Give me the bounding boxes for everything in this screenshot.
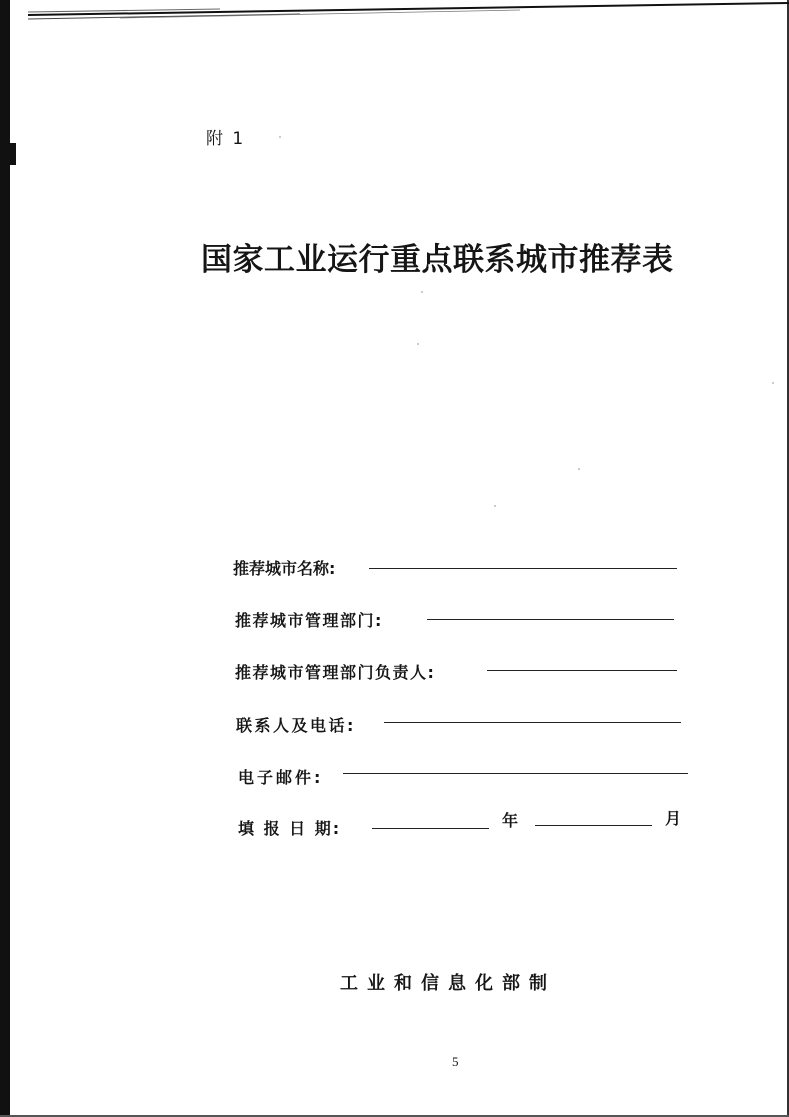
field-label: 推荐城市名称: [233, 559, 336, 578]
issuer-label: 工业和信息化部制 [340, 973, 556, 994]
scan-speck [417, 343, 419, 345]
contact-phone-blank[interactable] [384, 722, 681, 723]
field-label: 联系人及电话: [236, 716, 356, 735]
scan-speck [279, 136, 281, 138]
annex-label: 附 1 [206, 129, 246, 149]
scan-speck [578, 468, 580, 470]
month-blank[interactable] [535, 825, 652, 826]
field-dept-head [235, 660, 435, 683]
scan-speck [772, 382, 774, 384]
field-email [238, 765, 323, 788]
email-blank[interactable] [343, 773, 688, 774]
month-unit: 月 [665, 809, 682, 828]
document-title: 国家工业运行重点联系城市推荐表 [201, 242, 674, 278]
scan-speck [494, 505, 496, 507]
page-number: 5 [452, 1054, 459, 1069]
year-unit: 年 [502, 811, 519, 830]
management-dept-blank[interactable] [427, 619, 674, 620]
scan-border-top [0, 0, 789, 24]
dept-head-blank[interactable] [487, 670, 677, 671]
field-contact-phone [236, 713, 356, 736]
year-blank[interactable] [372, 828, 489, 829]
field-recommended-city-name [233, 556, 335, 579]
scan-speck [421, 291, 423, 293]
city-name-blank[interactable] [369, 568, 677, 569]
field-label: 填 报 日 期: [238, 819, 342, 838]
field-label: 推荐城市管理部门负责人: [235, 663, 436, 682]
field-label: 电子邮件: [238, 768, 324, 787]
field-fill-date [238, 816, 341, 839]
scan-border-left [0, 0, 10, 1117]
field-label: 推荐城市管理部门: [235, 611, 383, 630]
field-city-management-dept [235, 608, 383, 631]
scan-border-notch [10, 143, 16, 165]
